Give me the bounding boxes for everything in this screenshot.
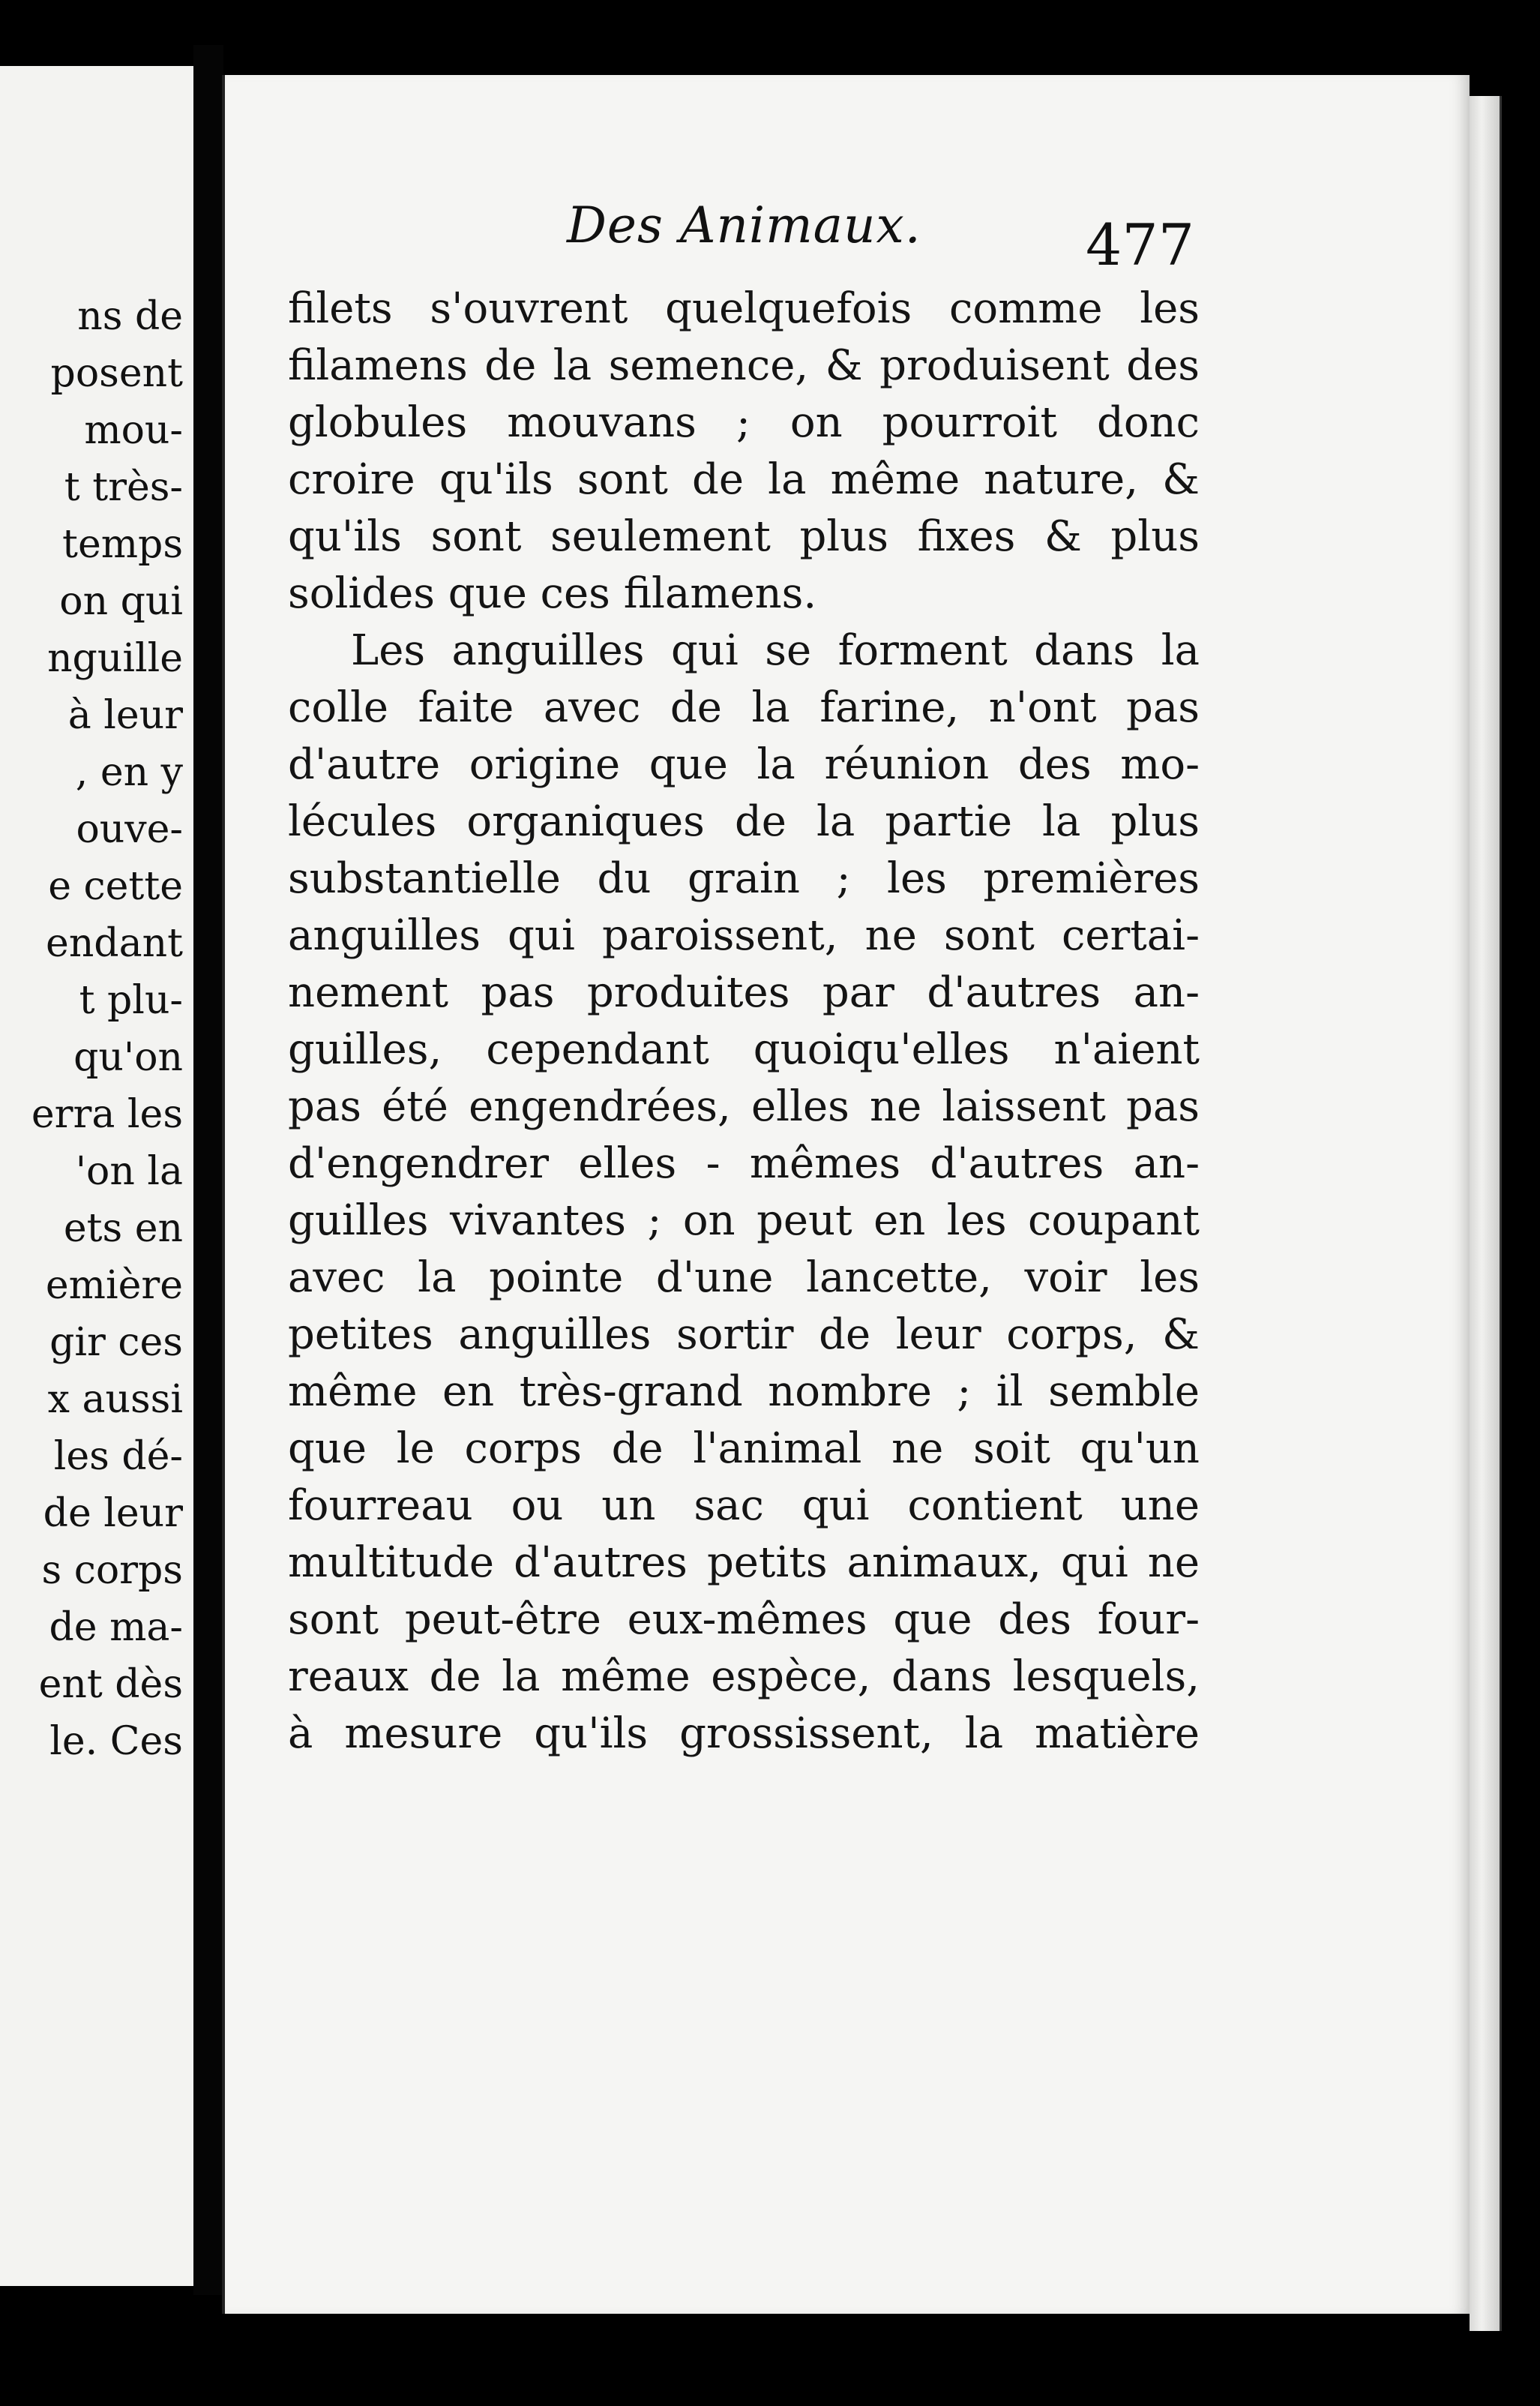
left-page-line: on qui <box>59 579 183 624</box>
left-page-line: t plu- <box>79 978 183 1023</box>
left-page-line: t très- <box>64 465 183 510</box>
body-text <box>288 280 1200 1762</box>
page-edge <box>1470 96 1502 2331</box>
text-line: avec la pointe d'une lancette, voir les <box>288 1253 1200 1302</box>
left-page-line: ent dès <box>38 1662 183 1707</box>
text-line: guilles, cependant quoiqu'elles n'aient <box>288 1025 1200 1074</box>
text-line: pas été engendrées, elles ne laissent pas <box>288 1082 1200 1131</box>
book-gutter <box>193 45 223 2295</box>
left-page-line: endant <box>46 921 183 966</box>
text-line: guilles vivantes ; on peut en les coupant <box>288 1196 1200 1245</box>
text-line: petites anguilles sortir de leur corps, & <box>288 1310 1200 1359</box>
text-line: sont peut-être eux-mêmes que des four- <box>288 1595 1200 1644</box>
text-line: Les anguilles qui se forment dans la <box>351 626 1200 675</box>
text-line: filamens de la semence, & produisent des <box>288 341 1200 390</box>
left-page-line: le. Ces <box>49 1719 183 1764</box>
left-page-line: 'on la <box>75 1149 183 1194</box>
left-page-line: à leur <box>67 693 183 738</box>
left-page-line: de leur <box>43 1491 183 1536</box>
left-page-line: , en y <box>75 750 183 795</box>
left-page-line: e cette <box>48 864 183 909</box>
left-page-line: nguille <box>47 636 183 681</box>
text-line: reaux de la même espèce, dans lesquels, <box>288 1652 1200 1701</box>
left-page-line: gir ces <box>49 1320 183 1365</box>
left-page-line: ns de <box>77 294 183 339</box>
left-page-line: de ma- <box>49 1605 183 1650</box>
text-line: solides que ces filamens. <box>288 569 817 618</box>
left-page-line: x aussi <box>47 1377 183 1422</box>
text-line: fourreau ou un sac qui contient une <box>288 1481 1200 1530</box>
text-line: lécules organiques de la partie la plus <box>288 797 1200 846</box>
left-page-line: temps <box>62 522 183 567</box>
left-page-line: les dé- <box>53 1434 183 1479</box>
text-line: à mesure qu'ils grossissent, la matière <box>288 1709 1200 1758</box>
left-page-line: ouve- <box>76 807 183 852</box>
text-line: d'autre origine que la réunion des mo- <box>288 740 1200 789</box>
running-head: Des Animaux. <box>567 196 921 254</box>
text-line: d'engendrer elles - mêmes d'autres an- <box>288 1139 1200 1188</box>
text-line: filets s'ouvrent quelquefois comme les <box>288 284 1200 333</box>
text-line: globules mouvans ; on pourroit donc <box>288 398 1200 447</box>
left-facing-page <box>0 66 193 2286</box>
text-line: multitude d'autres petits animaux, qui ne <box>288 1538 1200 1587</box>
page-number: 477 <box>1086 212 1195 278</box>
text-line: qu'ils sont seulement plus fixes & plus <box>288 512 1200 561</box>
left-page-line: erra les <box>31 1092 183 1137</box>
text-line: anguilles qui paroissent, ne sont certai- <box>288 911 1200 960</box>
text-line: colle faite avec de la farine, n'ont pas <box>288 683 1200 732</box>
left-page-line: emière <box>45 1263 183 1308</box>
text-line: croire qu'ils sont de la même nature, & <box>288 455 1200 504</box>
left-page-line: s corps <box>41 1548 183 1593</box>
text-line: substantielle du grain ; les premières <box>288 854 1200 903</box>
left-page-line: posent <box>50 351 183 396</box>
left-page-line: ets en <box>63 1206 183 1251</box>
text-line: nement pas produites par d'autres an- <box>288 968 1200 1017</box>
left-page-line: mou- <box>84 408 183 453</box>
text-line: même en très-grand nombre ; il semble <box>288 1367 1200 1416</box>
text-line: que le corps de l'animal ne soit qu'un <box>288 1424 1200 1473</box>
left-page-line: qu'on <box>73 1035 183 1080</box>
